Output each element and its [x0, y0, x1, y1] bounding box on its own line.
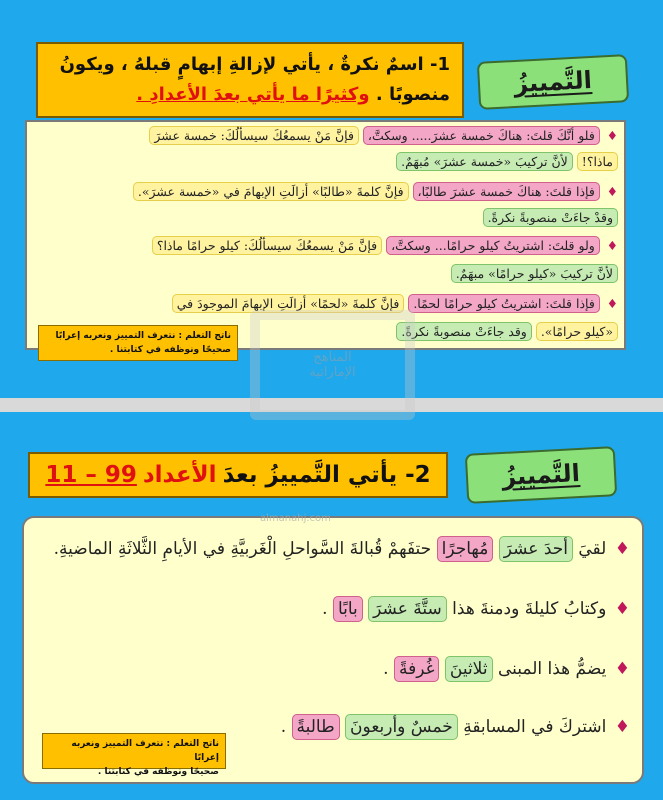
- slide-2: [0, 412, 663, 800]
- sentence-4: ♦ اشتركَ في المسابقةِ خمسٌ وأربعونَ طالبةً .: [281, 712, 630, 742]
- example-line-1: [149, 126, 618, 146]
- heading-prefix: 2- يأتي التَّمييزُ بعدَ: [222, 462, 431, 488]
- slide1-title-badge: [477, 54, 629, 110]
- heading-number-range: 11 – 99: [45, 462, 137, 488]
- watermark-line2: الإماراتية: [309, 365, 356, 380]
- outcome-line2: صحيحًا ونوظفه في كتابتنا .: [109, 345, 231, 355]
- bullet-icon: ♦: [606, 238, 618, 253]
- example-pink: ولو قلتَ: اشتريتُ كيلو حرامًا... وسكتَّ،: [386, 236, 600, 255]
- watermark-line1: المناهج: [313, 350, 352, 365]
- definition-plain: منصوبًا .: [375, 84, 450, 105]
- example-yellow: فإنَّ كلمةَ «طالبًا» أزالَتِ الإبهامَ في «خمسة عشرَ».: [133, 182, 409, 201]
- bullet-icon: ♦: [606, 128, 618, 143]
- slide1-title: التَّمييزُ: [513, 65, 593, 99]
- example-green: وقد جاءَتْ منصوبةً نكرةً.: [396, 322, 531, 341]
- outcome-line1: ناتج التعلم : نتعرف التمييز ونعربه إعرابًا: [71, 739, 219, 763]
- number-highlight: ثلاثينَ: [445, 656, 493, 682]
- bullet-icon: ♦: [606, 296, 618, 311]
- example-green: وقدْ جاءَتْ منصوبةً نكرةً.: [483, 208, 618, 227]
- example-pink: فلو أنَّكَ قلتَ: هناكَ خمسة عشرَ..... وسكتَّ،: [363, 126, 600, 145]
- slide2-learning-outcome: [42, 733, 226, 777]
- example-green: لأنَّ تركيبَ «خمسة عشرَ» مُبهَمٌ.: [396, 152, 573, 171]
- example-line-3: [133, 182, 618, 202]
- sentence-text: .: [322, 599, 328, 619]
- sentence-3: ♦ يضمُّ هذا المبنى ثلاثينَ غُرفةً .: [383, 654, 630, 684]
- sentence-text: وكتابُ كليلةَ ودمنةَ هذا: [452, 599, 607, 619]
- sentence-text: يضمُّ هذا المبنى: [497, 659, 607, 679]
- sentence-text: .: [280, 717, 287, 737]
- sentence-text: اشتركَ في المسابقةِ: [463, 717, 607, 737]
- definition-red: وكثيرًا ما يأتي بعدَ الأعدادِ .: [136, 84, 370, 105]
- tamyeez-highlight: طالبةً: [292, 714, 340, 740]
- example-yellow: فإنَّ مَنْ يسمعُكَ سيسألُكَ: كيلو حرامًا ماذا؟: [152, 236, 382, 255]
- example-line-5: [152, 236, 618, 256]
- example-green: لأنَّ تركيبَ «كيلو حرامًا» مبهَمٌ.: [451, 264, 618, 283]
- rule-heading: [28, 452, 448, 498]
- example-line-6: [451, 264, 618, 284]
- tamyeez-highlight: غُرفةً: [394, 656, 440, 682]
- slide2-title-badge: [465, 446, 617, 504]
- example-line-2: [396, 152, 618, 172]
- outcome-line2: صحيحًا ونوظفه في كتابتنا .: [97, 767, 219, 777]
- sentence-1: ♦ لقيَ أحدَ عشرَ مُهاجرًا حتفَهمْ قُبالةَ السَّواحلِ الْغَربيَّةِ في الأيامِ الثَّلاثَةِ الماضيةِ.: [54, 534, 630, 564]
- outcome-line1: ناتج التعلم : نتعرف التمييز ونعربه إعرابًا: [55, 331, 231, 341]
- sentence-2: ♦ وكتابُ كليلةَ ودمنةَ هذا ستَّةَ عشرَ بابًا .: [322, 594, 630, 624]
- example-pink: فإذا قلتَ: هناكَ خمسة عشرَ طالبًا،: [413, 182, 600, 201]
- tamyeez-highlight: مُهاجرًا: [437, 536, 494, 562]
- example-yellow: ماذا؟!: [577, 152, 618, 171]
- example-pink: فإذا قلتَ: اشتريتُ كيلو حرامًا لحمًا.: [408, 294, 599, 313]
- definition-line2: [50, 80, 450, 110]
- watermark-url: almanahj.com: [260, 513, 331, 524]
- watermark-logo: [250, 310, 415, 420]
- number-highlight: ستَّةَ عشرَ: [368, 596, 447, 622]
- number-highlight: أحدَ عشرَ: [499, 536, 573, 562]
- sentence-text: لقيَ: [578, 539, 607, 559]
- example-yellow: فإنَّ كلمةَ «لحمًا» أزالَتِ الإبهامَ الموجودَ في: [172, 294, 405, 313]
- example-line-8: [396, 322, 618, 342]
- bullet-icon: ♦: [606, 184, 618, 199]
- sentence-text: حتفَهمْ قُبالةَ السَّواحلِ الْغَربيَّةِ في الأيامِ الثَّلاثَةِ الماضيةِ.: [53, 539, 432, 559]
- example-yellow: «كيلو حرامًا».: [536, 322, 618, 341]
- example-yellow: فإنَّ مَنْ يسمعُكَ سيسألُكَ: خمسة عشرَ: [149, 126, 359, 145]
- tamyeez-highlight: بابًا: [333, 596, 363, 622]
- sentence-text: .: [383, 659, 389, 679]
- definition-line1: 1- اسمٌ نكرةٌ ، يأتي لإزالةِ إبهامٍ قبلهُ ، ويكونُ: [59, 54, 450, 75]
- slide2-title: التَّمييزُ: [501, 458, 581, 492]
- number-highlight: خمسٌ وأربعونَ: [345, 714, 458, 740]
- example-line-4: [483, 208, 618, 228]
- heading-red: الأعداد: [142, 462, 217, 488]
- slide1-learning-outcome: [38, 325, 238, 361]
- definition-box: [36, 42, 464, 118]
